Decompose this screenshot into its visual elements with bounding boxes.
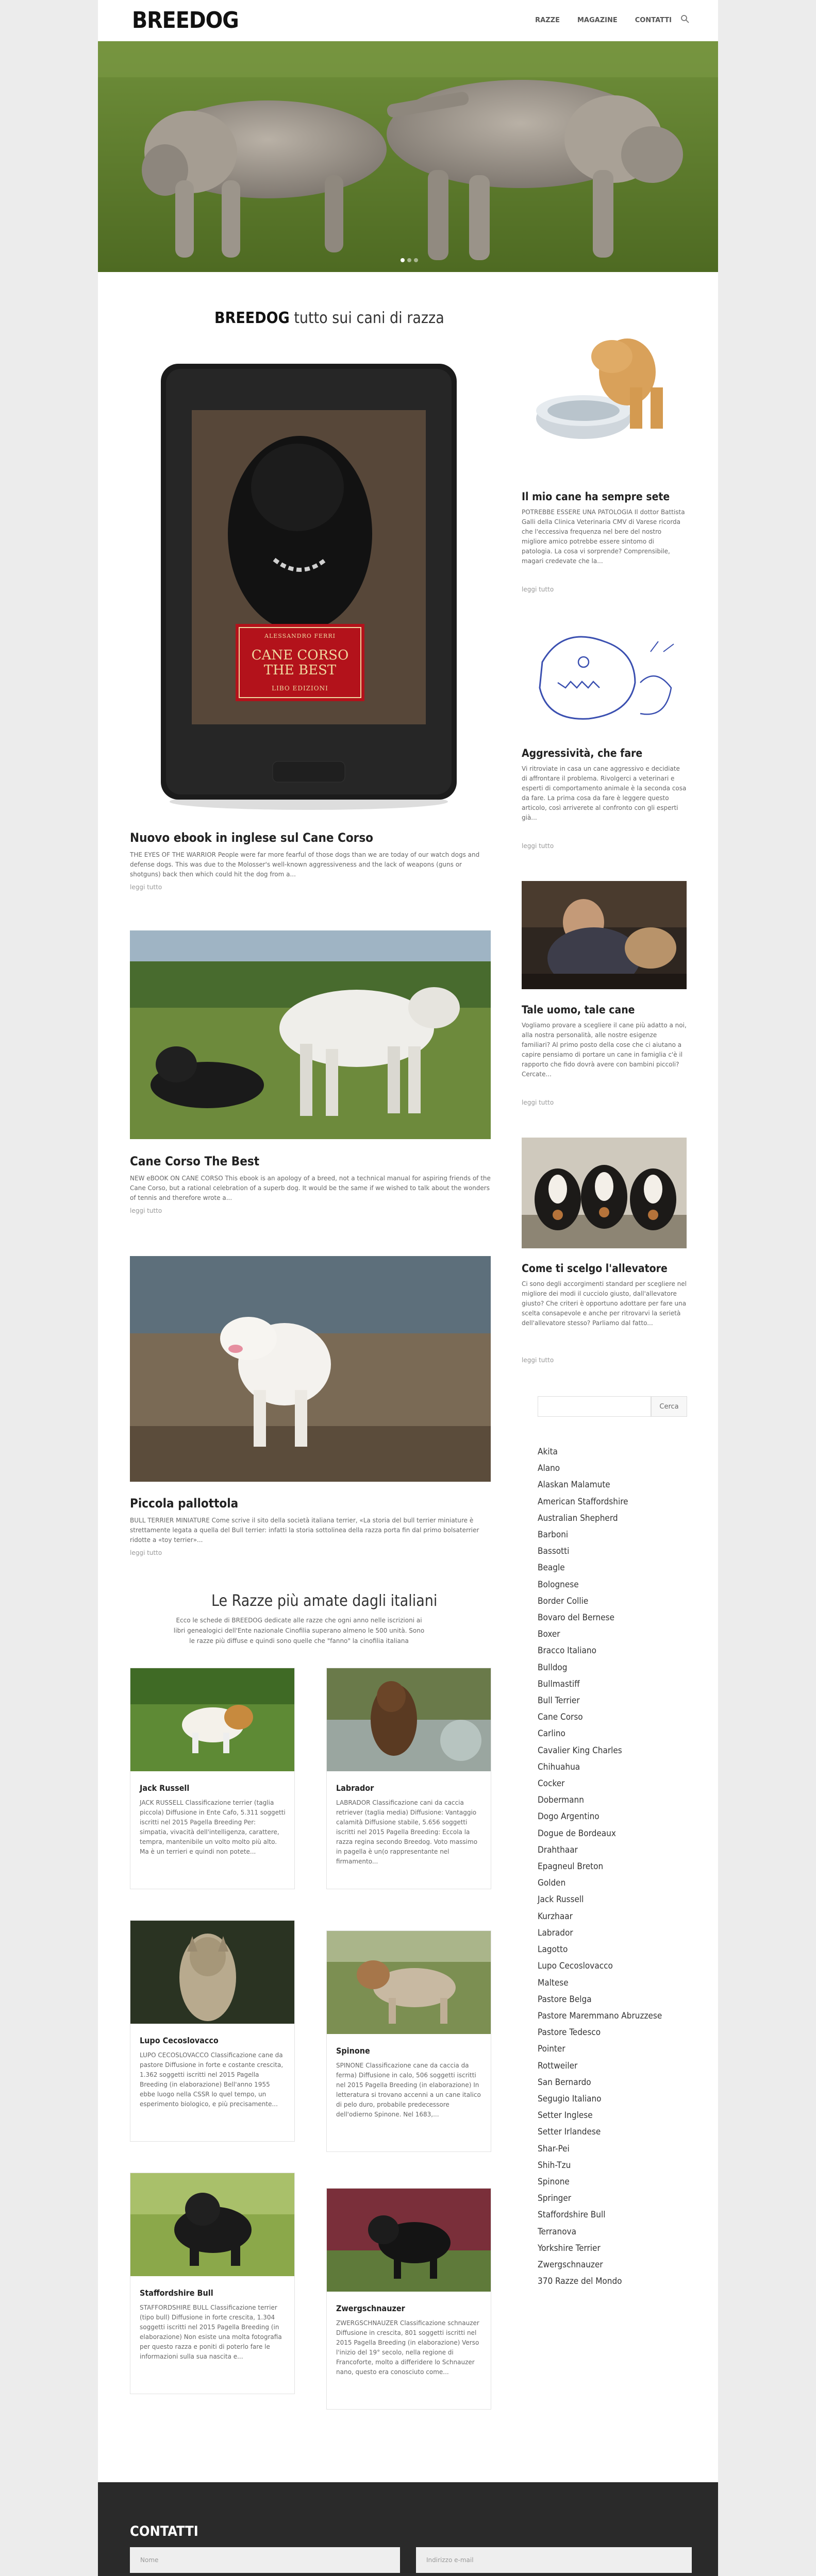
card-text: STAFFORDSHIRE BULL Classificazione terrier (tipo bull) Diffusione in forte crescita, 1.304 soggetti iscritti nel 2015 Pagella Breeding (in elaborazione) Non esiste una molta fotografia per questo razza e poniti di poterlo fare le informazioni sulla sua nascita e... <box>140 2304 282 2360</box>
nav-item-magazine[interactable]: MAGAZINE <box>577 16 618 24</box>
post-excerpt-3: BULL TERRIER MINIATURE Come scrive il sito della società italiana terrier, «La storia del bull terrier miniature è strettamente legata a quella del Bull terrier: infatti la storia sottolinea della razza porta fin dal primo bolsaterrier ridotte a «toy terrier»... <box>130 1517 479 1544</box>
breed-link[interactable]: Chihuahua <box>538 1761 580 1772</box>
read-more-link-1[interactable]: leggi tutto <box>130 884 162 891</box>
ebook-title-2: THE BEST <box>263 663 337 678</box>
breed-link[interactable]: Golden <box>538 1878 566 1889</box>
site-logo[interactable]: BREEDOG <box>132 7 239 33</box>
sidebar-title-3[interactable]: Tale uomo, tale cane <box>522 1004 635 1016</box>
breed-link[interactable]: Bolognese <box>538 1579 579 1590</box>
contact-footer <box>98 2482 718 2576</box>
breed-link[interactable]: Barboni <box>538 1530 569 1540</box>
sidebar-title-4[interactable]: Come ti scelgo l'allevatore <box>522 1262 668 1275</box>
post-image-bull-terrier[interactable] <box>130 1256 491 1482</box>
breed-link[interactable]: 370 Razze del Mondo <box>538 2276 622 2287</box>
hero-image <box>98 41 718 272</box>
card-title[interactable]: Spinone <box>336 2046 370 2056</box>
post-image-cane-corso[interactable] <box>130 930 491 1139</box>
sidebar-search-input[interactable] <box>538 1396 651 1417</box>
ebook-kindle-image[interactable] <box>161 364 457 813</box>
post-title-2[interactable]: Cane Corso The Best <box>130 1154 260 1168</box>
card-text: JACK RUSSELL Classificazione terrier (taglia piccola) Diffusione in Ente Cafo, 5.311 soggetti iscritti nel 2015 Pagella Breeding Per: simpatia, vivacità dell'intelligenza, carattere, tempra, mantenibile un volto molto più alto. Ma è un terrieri e quindi non potete... <box>140 1799 286 1855</box>
breed-card-lupo-cecoslovacco[interactable] <box>130 1920 295 2142</box>
card-text: ZWERGSCHNAUZER Classificazione schnauzer Diffusione in crescita, 801 soggetti iscritti nel 2015 Pagella Breeding (in elaborazione) Verso l'inizio del 19° secolo, nella regione di Francoforte, molto a differidere lo Schnauzer nano, questo era conosciuto come... <box>336 2319 479 2376</box>
breed-link[interactable]: Pointer <box>538 2044 565 2055</box>
read-more-link-2[interactable]: leggi tutto <box>130 1207 162 1214</box>
breed-link[interactable]: Yorkshire Terrier <box>538 2243 601 2253</box>
card-image <box>130 1668 294 1771</box>
post-excerpt-2: NEW eBOOK ON CANE CORSO This ebook is an apology of a breed, not a technical manual for aspiring friends of the Cane Corso, but a rational celebration of a superb dog. It would be the same if we wished to talk about the wonders of tennis and therefore wrote a... <box>130 1175 491 1201</box>
favorites-title: Le Razze più amate dagli italiani <box>211 1592 438 1610</box>
breed-link[interactable]: Alaskan Malamute <box>538 1480 610 1490</box>
email-field[interactable]: Indirizzo e-mail <box>416 2547 692 2573</box>
breed-link[interactable]: Bullmastiff <box>538 1679 580 1689</box>
breed-link[interactable]: Jack Russell <box>538 1894 584 1905</box>
breed-link[interactable]: Beagle <box>538 1563 565 1573</box>
breeds-list <box>538 1444 662 2290</box>
sidebar-excerpt-3: Vogliamo provare a scegliere il cane più adatto a noi, alla nostra personalità, alle nostre esigenze familiari? Al primo posto della cose che ci aiutano a capire pensiamo di portare un cane in famiglia c'è il rapporto che fido dovrà avere con bambini piccoli? Cercate... <box>522 1022 687 1078</box>
post-title-3[interactable]: Piccola pallottola <box>130 1496 239 1511</box>
breed-card-jack-russell[interactable] <box>130 1668 295 1889</box>
breed-link[interactable]: Pastore Tedesco <box>538 2027 601 2038</box>
ebook-title-1: CANE CORSO <box>251 648 349 663</box>
breed-link[interactable]: Bassotti <box>538 1546 570 1557</box>
breed-link[interactable]: Alano <box>538 1463 560 1474</box>
card-image <box>327 1931 491 2034</box>
card-image <box>327 2189 491 2292</box>
breed-link[interactable]: Terranova <box>538 2226 576 2237</box>
sidebar-read-more-1[interactable]: leggi tutto <box>522 586 554 593</box>
breed-link[interactable]: Springer <box>538 2193 572 2204</box>
breed-link[interactable]: Bracco Italiano <box>538 1646 596 1656</box>
breed-link[interactable]: Kurzhaar <box>538 1911 573 1922</box>
breed-link[interactable]: Bovaro del Bernese <box>538 1613 614 1623</box>
intro-title-rest: tutto sui cani di razza <box>294 309 444 327</box>
intro-title <box>214 309 444 327</box>
breed-link[interactable]: Border Collie <box>538 1596 589 1606</box>
breed-card-zwergschnauzer[interactable] <box>326 2188 491 2410</box>
card-title[interactable]: Zwergschnauzer <box>336 2303 405 2313</box>
ebook-author: ALESSANDRO FERRI <box>264 633 336 639</box>
breed-card-spinone[interactable] <box>326 1930 491 2152</box>
breed-link[interactable]: Spinone <box>538 2176 570 2187</box>
breed-link[interactable]: Pastore Maremmano Abruzzese <box>538 2010 662 2021</box>
breed-link[interactable]: American Staffordshire <box>538 1496 628 1507</box>
sidebar-search-button[interactable]: Cerca <box>651 1396 687 1417</box>
post-excerpt-1: THE EYES OF THE WARRIOR People were far more fearful of those dogs than we are today of our watch dogs and defense dogs. This was due to the Molosser's well-known aggressiveness and the lack of weapons (guns or shotguns) back then which could hit the dog from a... <box>130 851 480 878</box>
favorites-intro: Ecco le schede di BREEDOG dedicate alle razze che ogni anno nelle iscrizioni ai libri genealogici dell'Ente nazionale Cinofilia superano almeno le 500 unità. Sono le razze più diffuse e quindi sono quelle che "fanno" la cinofilia italiana <box>173 1617 425 1645</box>
card-text: SPINONE Classificazione cane da caccia da ferma) Diffusione in calo, 506 soggetti iscritti nel 2015 Pagella Breeding (in elaborazione) In letteratura si trovano accenni a un cane italico di pelo duro, probabile predecessore dell'odierno Spinone. Nel 1683,... <box>336 2062 481 2118</box>
card-title[interactable]: Staffordshire Bull <box>140 2288 213 2298</box>
breed-link[interactable]: Cocker <box>538 1778 565 1789</box>
sidebar-excerpt-4: Ci sono degli accorgimenti standard per scegliere nel migliore dei modi il cucciolo giusto, dall'allevatore giusto? Che criteri è opportuno adottare per fare una scelta consapevole e anche per ritrovarvi la serietà dell'allevatore stesso? Parliamo dal fatto... <box>522 1280 687 1327</box>
breed-link[interactable]: Lupo Cecoslovacco <box>538 1961 613 1972</box>
breed-link[interactable]: Labrador <box>538 1927 573 1938</box>
main-nav <box>535 16 672 24</box>
breed-link[interactable]: Pastore Belga <box>538 1994 592 2005</box>
page-container <box>98 0 718 2576</box>
contact-title: CONTATTI <box>130 2523 198 2539</box>
breed-link[interactable]: Rottweiler <box>538 2060 578 2071</box>
name-field[interactable]: Nome <box>130 2547 400 2573</box>
hero-slider[interactable] <box>98 41 718 272</box>
breed-link[interactable]: Dobermann <box>538 1795 584 1806</box>
breed-card-staffordshire-bull[interactable] <box>130 2173 295 2394</box>
sidebar-image-aggressivita[interactable] <box>522 621 687 744</box>
nav-item-contatti[interactable]: CONTATTI <box>635 16 672 24</box>
search-icon[interactable] <box>680 14 690 24</box>
sidebar-image-sete[interactable] <box>522 326 687 465</box>
card-image <box>130 2173 294 2276</box>
breed-link[interactable]: Bull Terrier <box>538 1696 580 1706</box>
breed-link[interactable]: San Bernardo <box>538 2077 591 2088</box>
breed-link[interactable]: Setter Irlandese <box>538 2127 601 2138</box>
sidebar-image-tale-uomo[interactable] <box>522 881 687 989</box>
breed-link[interactable]: Setter Inglese <box>538 2110 593 2121</box>
breed-link[interactable]: Lagotto <box>538 1944 568 1955</box>
breed-card-labrador[interactable] <box>326 1668 491 1889</box>
breed-link[interactable]: Dogue de Bordeaux <box>538 1828 616 1839</box>
site-header <box>98 0 718 41</box>
read-more-link-3[interactable]: leggi tutto <box>130 1549 162 1556</box>
card-image <box>327 1668 491 1771</box>
breed-link[interactable]: Boxer <box>538 1629 560 1640</box>
sidebar-title-1[interactable]: Il mio cane ha sempre sete <box>522 490 670 503</box>
breed-link[interactable]: Drahthaar <box>538 1844 578 1855</box>
card-title[interactable]: Lupo Cecoslovacco <box>140 2036 219 2045</box>
post-title-1[interactable]: Nuovo ebook in inglese sul Cane Corso <box>130 831 374 845</box>
breed-link[interactable]: Cane Corso <box>538 1712 583 1723</box>
breed-link[interactable]: Staffordshire Bull <box>538 2210 606 2221</box>
sidebar-excerpt-2: Vi ritroviate in casa un cane aggressivo e decidiate di affrontare il problema. Rivolgerci a veterinari e esperti di comportamento animale è la seconda cosa da fare. La prima cosa da fare è leggere questo articolo, così arriverete al confronto con gli esperti già... <box>522 765 687 821</box>
breed-link[interactable]: Bulldog <box>538 1662 568 1673</box>
sidebar-read-more-2[interactable]: leggi tutto <box>522 842 554 850</box>
breed-link[interactable]: Epagneul Breton <box>538 1861 604 1872</box>
breed-link[interactable]: Zwergschnauzer <box>538 2259 603 2270</box>
breed-link[interactable]: Australian Shepherd <box>538 1513 618 1523</box>
card-text: LABRADOR Classificazione cani da caccia retriever (taglia media) Diffusione: Vantaggio calamità Diffusione stabile, 5.656 soggetti iscritti nel 2015 Pagella Breeding: Eccola la razza regina secondo Breedog. Voto massimo in pagella è un(o rappresentante nel firmamento... <box>336 1799 478 1865</box>
card-title[interactable]: Jack Russell <box>140 1783 190 1793</box>
card-text: LUPO CECOSLOVACCO Classificazione cane da pastore Diffusione in forte e costante crescita, 1.362 soggetti iscritti nel 2015 Pagella Breeding (in elaborazione) Bell'anno 1955 ebbe luogo nella CSSR lo quel tempo, un esperimento biologico, e più precisamente... <box>140 2052 284 2108</box>
sidebar-read-more-3[interactable]: leggi tutto <box>522 1099 554 1106</box>
ebook-publisher: LIBO EDIZIONI <box>272 685 328 692</box>
sidebar-image-allevatore[interactable] <box>522 1138 687 1248</box>
card-image <box>130 1921 294 2024</box>
sidebar-read-more-4[interactable]: leggi tutto <box>522 1357 554 1364</box>
breed-link[interactable]: Segugio Italiano <box>538 2093 602 2104</box>
nav-item-razze[interactable]: RAZZE <box>535 16 560 24</box>
breed-link[interactable]: Carlino <box>538 1728 565 1739</box>
breed-link[interactable]: Akita <box>538 1447 558 1457</box>
breed-link[interactable]: Cavalier King Charles <box>538 1745 622 1756</box>
breed-link[interactable]: Shih-Tzu <box>538 2160 571 2171</box>
sidebar-title-2[interactable]: Aggressività, che fare <box>522 747 643 759</box>
intro-title-brand: BREEDOG <box>214 309 290 327</box>
breed-link[interactable]: Shar-Pei <box>538 2143 570 2154</box>
card-title[interactable]: Labrador <box>336 1783 374 1793</box>
breed-link[interactable]: Maltese <box>538 1977 569 1988</box>
breed-link[interactable]: Dogo Argentino <box>538 1811 599 1822</box>
sidebar-excerpt-1: POTREBBE ESSERE UNA PATOLOGIA Il dottor Battista Galli della Clinica Veterinaria CMV di Varese ricorda che l'eccessiva frequenza nel bere del nostro migliore amico potrebbe essere sintomo di patologia. La cosa vi sorprende? Comprensibile, magari credevate che la... <box>522 509 685 565</box>
